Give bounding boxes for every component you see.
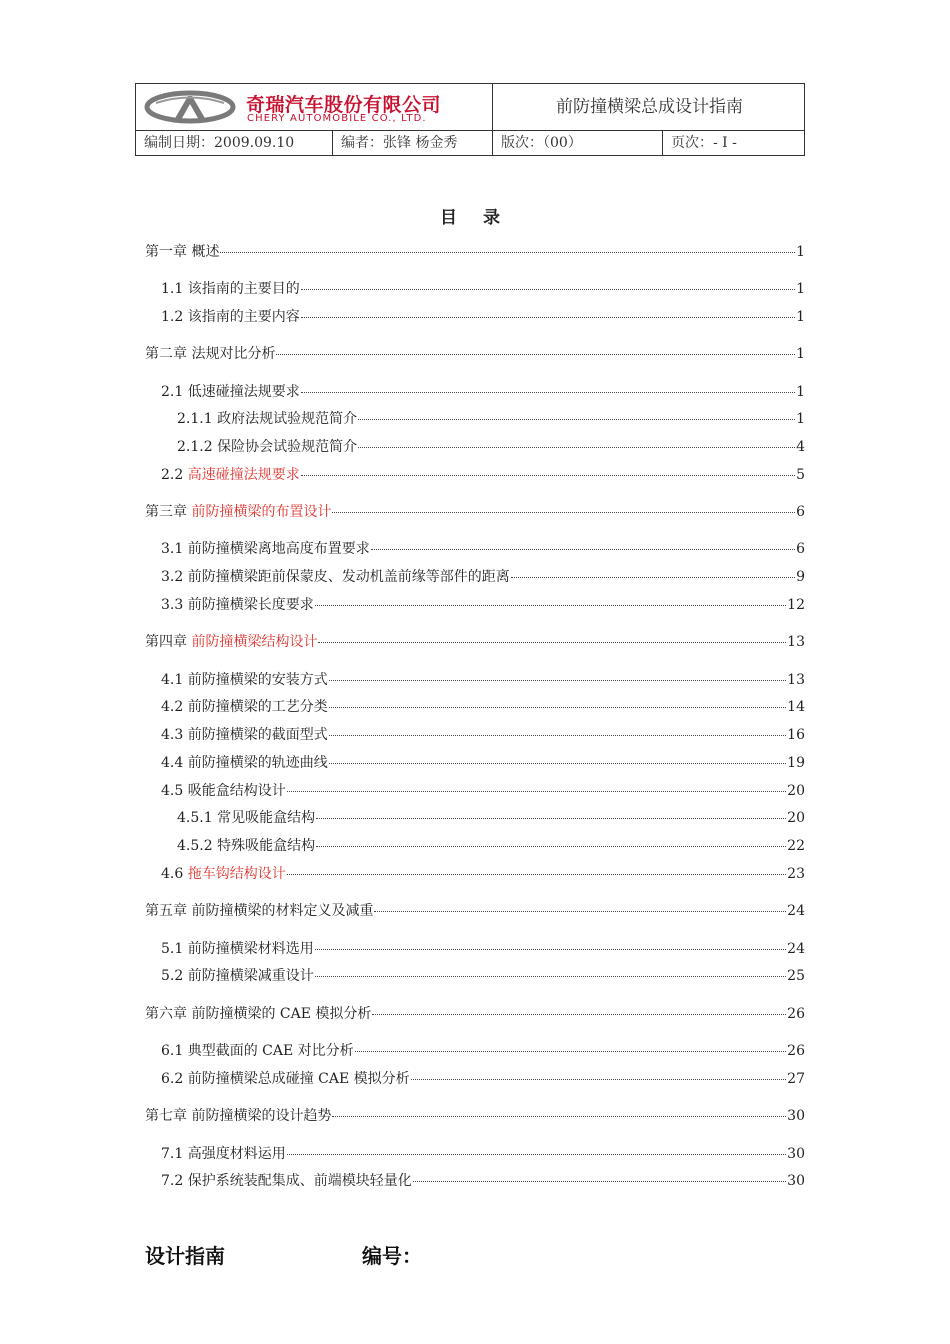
toc-entry[interactable]: 3.3 前防撞横梁长度要求 12	[161, 597, 805, 613]
toc-entry[interactable]: 2.1 低速碰撞法规要求 1	[161, 384, 805, 400]
toc-entry[interactable]: 第三章 前防撞横梁的布置设计 6	[145, 504, 805, 520]
toc-entry[interactable]: 1.1 该指南的主要目的 1	[161, 281, 805, 297]
footer-number-label: 编号：	[362, 1244, 422, 1268]
document-header-table	[135, 83, 805, 156]
footer-design-guide-label: 设计指南	[145, 1244, 225, 1268]
toc-entry[interactable]: 4.2 前防撞横梁的工艺分类 14	[161, 699, 805, 715]
toc-entry[interactable]: 4.5.2 特殊吸能盒结构 22	[177, 838, 805, 854]
toc-entry[interactable]: 5.2 前防撞横梁减重设计 25	[161, 968, 805, 984]
toc-entry[interactable]: 第四章 前防撞横梁结构设计 13	[145, 634, 805, 650]
authors: 编者：张锋 杨金秀	[333, 131, 493, 156]
toc-entry[interactable]: 5.1 前防撞横梁材料选用 24	[161, 941, 805, 957]
header-top-row	[136, 84, 804, 131]
document-title: 前防撞横梁总成设计指南	[556, 97, 743, 117]
version: 版次：（00）	[493, 131, 663, 156]
toc-entry[interactable]: 6.1 典型截面的 CAE 对比分析 26	[161, 1043, 805, 1059]
toc-entry[interactable]: 3.2 前防撞横梁距前保蒙皮、发动机盖前缘等部件的距离 9	[161, 569, 805, 585]
toc-entry[interactable]: 第七章 前防撞横梁的设计趋势 30	[145, 1108, 805, 1124]
company-logo	[136, 84, 493, 130]
toc-entry[interactable]: 1.2 该指南的主要内容 1	[161, 309, 805, 325]
toc-entry[interactable]: 4.1 前防撞横梁的安装方式 13	[161, 672, 805, 688]
toc-entry[interactable]: 第二章 法规对比分析 1	[145, 346, 805, 362]
toc-entry[interactable]: 7.1 高强度材料运用 30	[161, 1146, 805, 1162]
toc-entry[interactable]: 3.1 前防撞横梁离地高度布置要求 6	[161, 541, 805, 557]
header-info-row	[136, 131, 804, 156]
toc-entry[interactable]: 2.2 高速碰撞法规要求 5	[161, 467, 805, 483]
toc-entry[interactable]: 4.6 拖车钩结构设计 23	[161, 866, 805, 882]
toc-entry[interactable]: 4.5 吸能盒结构设计 20	[161, 783, 805, 799]
company-name-en: CHERY AUTOMOBILE CO., LTD.	[247, 113, 427, 124]
page-number: 页次：- I -	[671, 135, 737, 151]
toc-entry[interactable]: 7.2 保护系统装配集成、前端模块轻量化 30	[161, 1173, 805, 1189]
chery-emblem-icon	[144, 90, 236, 124]
toc-entry[interactable]: 第五章 前防撞横梁的材料定义及减重 24	[145, 903, 805, 919]
toc-entry[interactable]: 2.1.1 政府法规试验规范简介 1	[177, 411, 805, 427]
toc-title: 目 录	[440, 208, 510, 228]
company-name-cn: 奇瑞汽车股份有限公司	[246, 94, 442, 116]
toc-entry[interactable]: 第一章 概述 1	[145, 244, 805, 260]
toc-entry[interactable]: 4.4 前防撞横梁的轨迹曲线 19	[161, 755, 805, 771]
compile-date: 编制日期：2009.09.10	[136, 131, 333, 156]
toc-entry[interactable]: 4.5.1 常见吸能盒结构 20	[177, 810, 805, 826]
toc-entry[interactable]: 2.1.2 保险协会试验规范简介 4	[177, 439, 805, 455]
toc-entry[interactable]: 4.3 前防撞横梁的截面型式 16	[161, 727, 805, 743]
toc-entry[interactable]: 第六章 前防撞横梁的 CAE 模拟分析 26	[145, 1006, 805, 1022]
toc-entry[interactable]: 6.2 前防撞横梁总成碰撞 CAE 模拟分析 27	[161, 1071, 805, 1087]
